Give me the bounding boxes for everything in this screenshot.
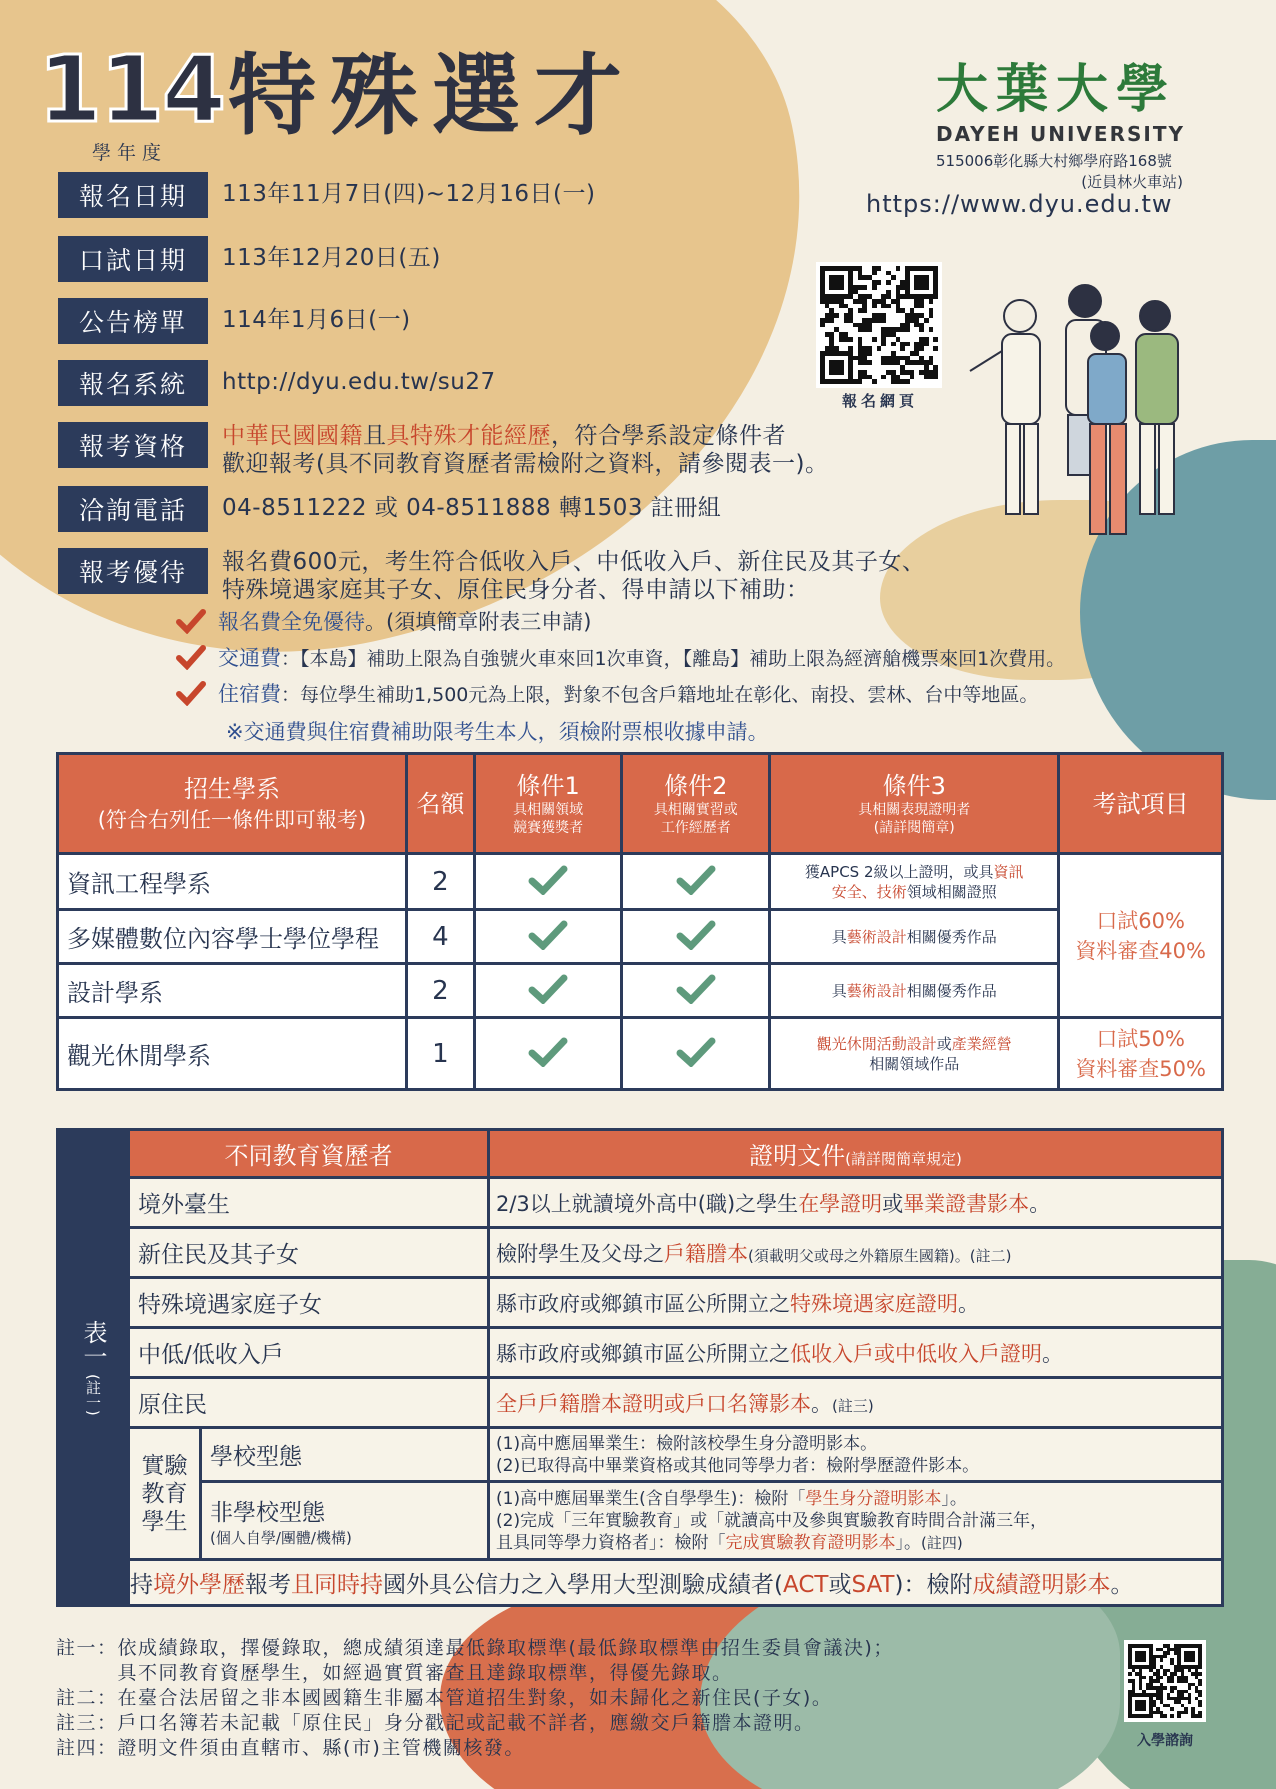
table-row: 持境外學歷報考且同時持國外具公信力之入學用大型測驗成績者(ACT或SAT)：檢附成績證明影本。	[58, 1560, 1223, 1606]
phone-value: 04-8511222 或 04-8511888 轉1503 註冊組	[222, 495, 722, 521]
table-row: 境外臺生 2/3以上就讀境外高中(職)之學生在學證明或畢業證書影本。	[58, 1178, 1223, 1228]
check-icon	[528, 865, 568, 895]
table-row: 觀光休閒學系 1 觀光休閒活動設計或產業經營 相關領域作品 口試50% 資料審查50%	[58, 1018, 1223, 1090]
exam-method-2: 口試50% 資料審查50%	[1059, 1018, 1223, 1090]
header-condition-3: 條件3 具相關表現證明者 (請詳閱簡章)	[770, 754, 1059, 854]
logo-english-name: DAYEH UNIVERSITY	[936, 122, 1185, 146]
year-number: 114	[38, 36, 225, 143]
interview-date-label: 口試日期	[58, 236, 208, 282]
check-icon	[676, 865, 716, 895]
table-row: 特殊境遇家庭子女 縣市政府或鄉鎮市區公所開立之特殊境遇家庭證明。	[58, 1278, 1223, 1328]
signup-qr-code[interactable]	[816, 262, 942, 388]
announce-label: 公告榜單	[58, 298, 208, 344]
experimental-education-label: 實驗教育學生	[129, 1428, 201, 1560]
table-row: 非學校型態 (個人自學/團體/機構) (1)高中應屆畢業生(含自學學生)：檢附「學生身分證明影本」。 (2)完成「三年實驗教育」或「就讀高中及參與實驗教育時間合計滿三年， 且具同等學力資格者」：檢附「完成實驗教育證明影本」。(註四)	[58, 1482, 1223, 1560]
signup-date-label: 報名日期	[58, 172, 208, 218]
check-icon	[676, 1037, 716, 1067]
benefit-item-lodging: 住宿費 ：每位學生補助1,500元為上限，對象不包含戶籍地址在彰化、南投、雲林、台中等地區。	[176, 678, 1038, 708]
consult-qr-code[interactable]	[1124, 1640, 1206, 1722]
footnote-3: 註三：戶口名簿若未記載「原住民」身分戳記或記載不詳者，應繳交戶籍謄本證明。	[56, 1712, 815, 1734]
table-row: 資訊工程學系 2 獲APCS 2級以上證明，或具資訊 安全、技術領域相關證照 口試60% 資料審查40%	[58, 854, 1223, 910]
table-row: 設計學系 2 具藝術設計相關優秀作品	[58, 964, 1223, 1018]
university-address: 515006彰化縣大村鄉學府路168號	[936, 152, 1172, 170]
exam-method-1: 口試60% 資料審查40%	[1059, 854, 1223, 1018]
students-illustration	[950, 276, 1210, 596]
footnote-1-cont: 具不同教育資歷學生，如經過實質審查且達錄取標準，得優先錄取。	[56, 1662, 733, 1684]
signup-date-value: 113年11月7日(四)~12月16日(一)	[222, 181, 596, 207]
table-row: 實驗教育學生 學校型態 (1)高中應屆畢業生：檢附該校學生身分證明影本。 (2)已取得高中畢業資格或其他同等學力者：檢附學歷證件影本。	[58, 1428, 1223, 1482]
phone-row	[58, 486, 721, 532]
check-icon	[676, 974, 716, 1004]
announce-value: 114年1月6日(一)	[222, 307, 411, 333]
header-quota: 名額	[406, 754, 474, 854]
consult-qr-label: 入學諮詢	[1137, 1733, 1193, 1749]
footnote-1: 註一：依成績錄取，擇優錄取，總成績須達最低錄取標準(最低錄取標準由招生委員會議決)；	[56, 1637, 894, 1659]
table-row: 新住民及其子女 檢附學生及父母之戶籍謄本(須載明父或母之外籍原生國籍)。(註二)	[58, 1228, 1223, 1278]
signup-system-link[interactable]: http://dyu.edu.tw/su27	[222, 369, 496, 395]
qualification-label: 報考資格	[58, 422, 208, 468]
announce-row	[58, 298, 411, 344]
header-education-background: 不同教育資歷者	[129, 1130, 489, 1178]
signup-system-label: 報名系統	[58, 360, 208, 406]
page-title: 特殊選才	[228, 44, 637, 147]
header-department: 招生學系 (符合右列任一條件即可報考)	[58, 754, 407, 854]
header-exam-items: 考試項目	[1059, 754, 1223, 854]
check-icon	[528, 920, 568, 950]
interview-date-value: 113年12月20日(五)	[222, 245, 441, 271]
phone-label: 洽詢電話	[58, 486, 208, 532]
signup-qr-label: 報名網頁	[841, 392, 918, 410]
benefit-note: ※交通費與住宿費補助限考生本人，須檢附票根收據申請。	[226, 720, 769, 744]
education-background-table	[56, 1128, 1224, 1607]
interview-date-row	[58, 236, 441, 282]
benefit-item-fee: 報名費全免優待 。(須填簡章附表三申請)	[176, 606, 591, 636]
logo-chinese-name: 大葉大學	[936, 60, 1177, 120]
check-icon	[676, 920, 716, 950]
check-icon	[176, 644, 206, 670]
university-logo	[936, 60, 1191, 192]
address-note: (近員林火車站)	[1081, 173, 1183, 191]
footnote-2: 註二：在臺合法居留之非本國國籍生非屬本管道招生對象，如未歸化之新住民(子女)。	[56, 1687, 833, 1709]
signup-date-row	[58, 172, 596, 218]
header-proof-documents: 證明文件(請詳閱簡章規定)	[489, 1130, 1223, 1178]
check-icon	[528, 1037, 568, 1067]
qualification-text: 中華民國國籍且具特殊才能經歷，符合學系設定條件者 歡迎報考(具不同教育資歷者需檢附之資料，請參閱表一)。	[222, 423, 829, 477]
benefit-item-transport: 交通費 ：【本島】補助上限為自強號火車來回1次車資，【離島】補助上限為經濟艙機票來回1次費用。	[176, 642, 1065, 672]
signup-system-row	[58, 360, 496, 406]
table-row: 中低/低收入戶 縣市政府或鄉鎮市區公所開立之低收入戶或中低收入戶證明。	[58, 1328, 1223, 1378]
table-row: 原住民 全戶戶籍謄本證明或戶口名簿影本。(註三)	[58, 1378, 1223, 1428]
footnotes	[56, 1636, 894, 1761]
header-condition-2: 條件2 具相關實習或 工作經歷者	[622, 754, 770, 854]
benefit-row	[58, 548, 925, 604]
qualification-row	[58, 422, 828, 478]
university-website-link[interactable]: https://www.dyu.edu.tw	[866, 190, 1173, 218]
year-subtitle: 學年度	[92, 142, 168, 164]
footnote-4: 註四：證明文件須由直轄市、縣(市)主管機關核發。	[56, 1737, 525, 1759]
department-table	[56, 752, 1224, 1091]
benefit-label: 報考優待	[58, 548, 208, 594]
table-row: 多媒體數位內容學士學位學程 4 具藝術設計相關優秀作品	[58, 910, 1223, 964]
check-icon	[176, 680, 206, 706]
check-icon	[528, 974, 568, 1004]
benefit-text: 報名費600元，考生符合低收入戶、中低收入戶、新住民及其子女、 特殊境遇家庭其子女、原住民身分者、得申請以下補助：	[222, 549, 926, 603]
check-icon	[176, 608, 206, 634]
header-condition-1: 條件1 具相關領域 競賽獲獎者	[474, 754, 622, 854]
table-side-label: 表一 (註一)	[58, 1130, 129, 1606]
